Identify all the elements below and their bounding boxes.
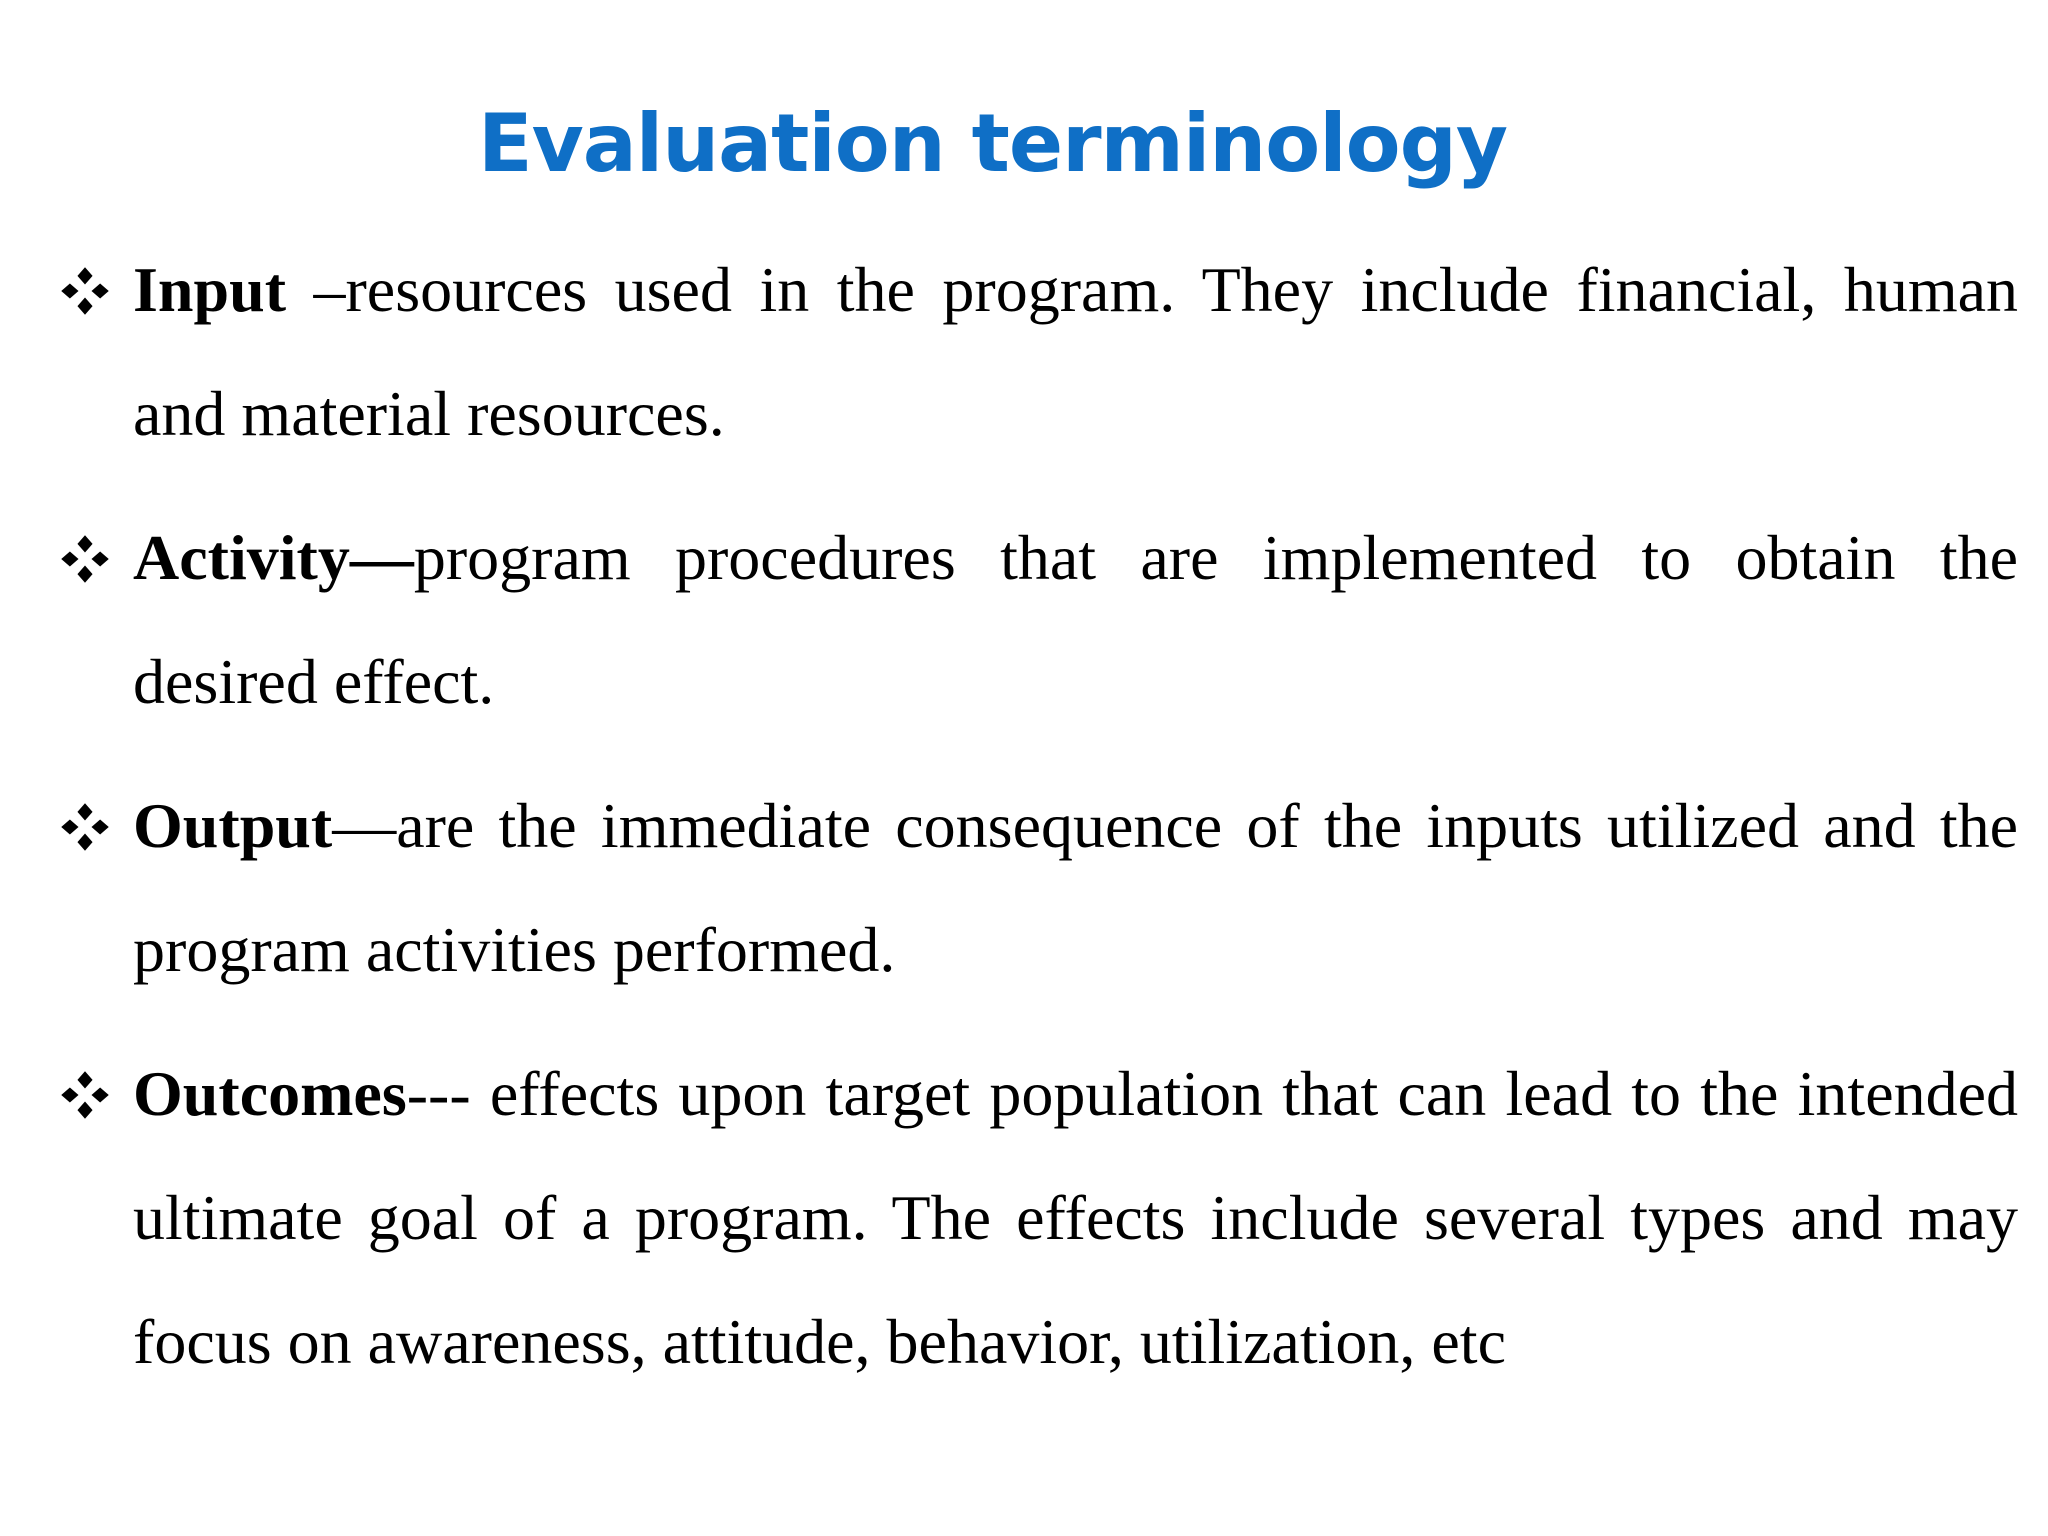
term-output-text — [133, 764, 2018, 1012]
four-diamond-bullet-icon — [58, 264, 112, 318]
term-output-definition: —are the immediate consequence of the inputs utilized and the program activities performed. — [133, 790, 2018, 985]
term-outcomes-text — [133, 1032, 2018, 1404]
term-outcomes-definition: --- effects upon target population that can lead to the intended ultimate goal of a program. The effects include several types and may focus on awareness, attitude, behavior, utilization, etc — [133, 1058, 2018, 1377]
slide-title: Evaluation terminology — [478, 97, 1508, 190]
term-input — [58, 228, 2018, 476]
term-activity-text — [133, 496, 2018, 744]
term-input-definition: –resources used in the program. They include financial, human and material resources. — [133, 254, 2018, 449]
term-activity-definition: program procedures that are implemented to obtain the desired effect. — [133, 522, 2018, 717]
term-output-name: Output — [133, 790, 333, 861]
terminology-list — [58, 228, 2018, 1424]
term-outcomes — [58, 1032, 2018, 1404]
term-output — [58, 764, 2018, 1012]
four-diamond-bullet-icon — [58, 1068, 112, 1122]
four-diamond-bullet-icon — [58, 532, 112, 586]
term-input-text — [133, 228, 2018, 476]
term-input-name: Input — [133, 254, 286, 325]
term-outcomes-name: Outcomes — [133, 1058, 407, 1129]
term-activity — [58, 496, 2018, 744]
four-diamond-bullet-icon — [58, 800, 112, 854]
term-activity-name: Activity— — [133, 522, 414, 593]
